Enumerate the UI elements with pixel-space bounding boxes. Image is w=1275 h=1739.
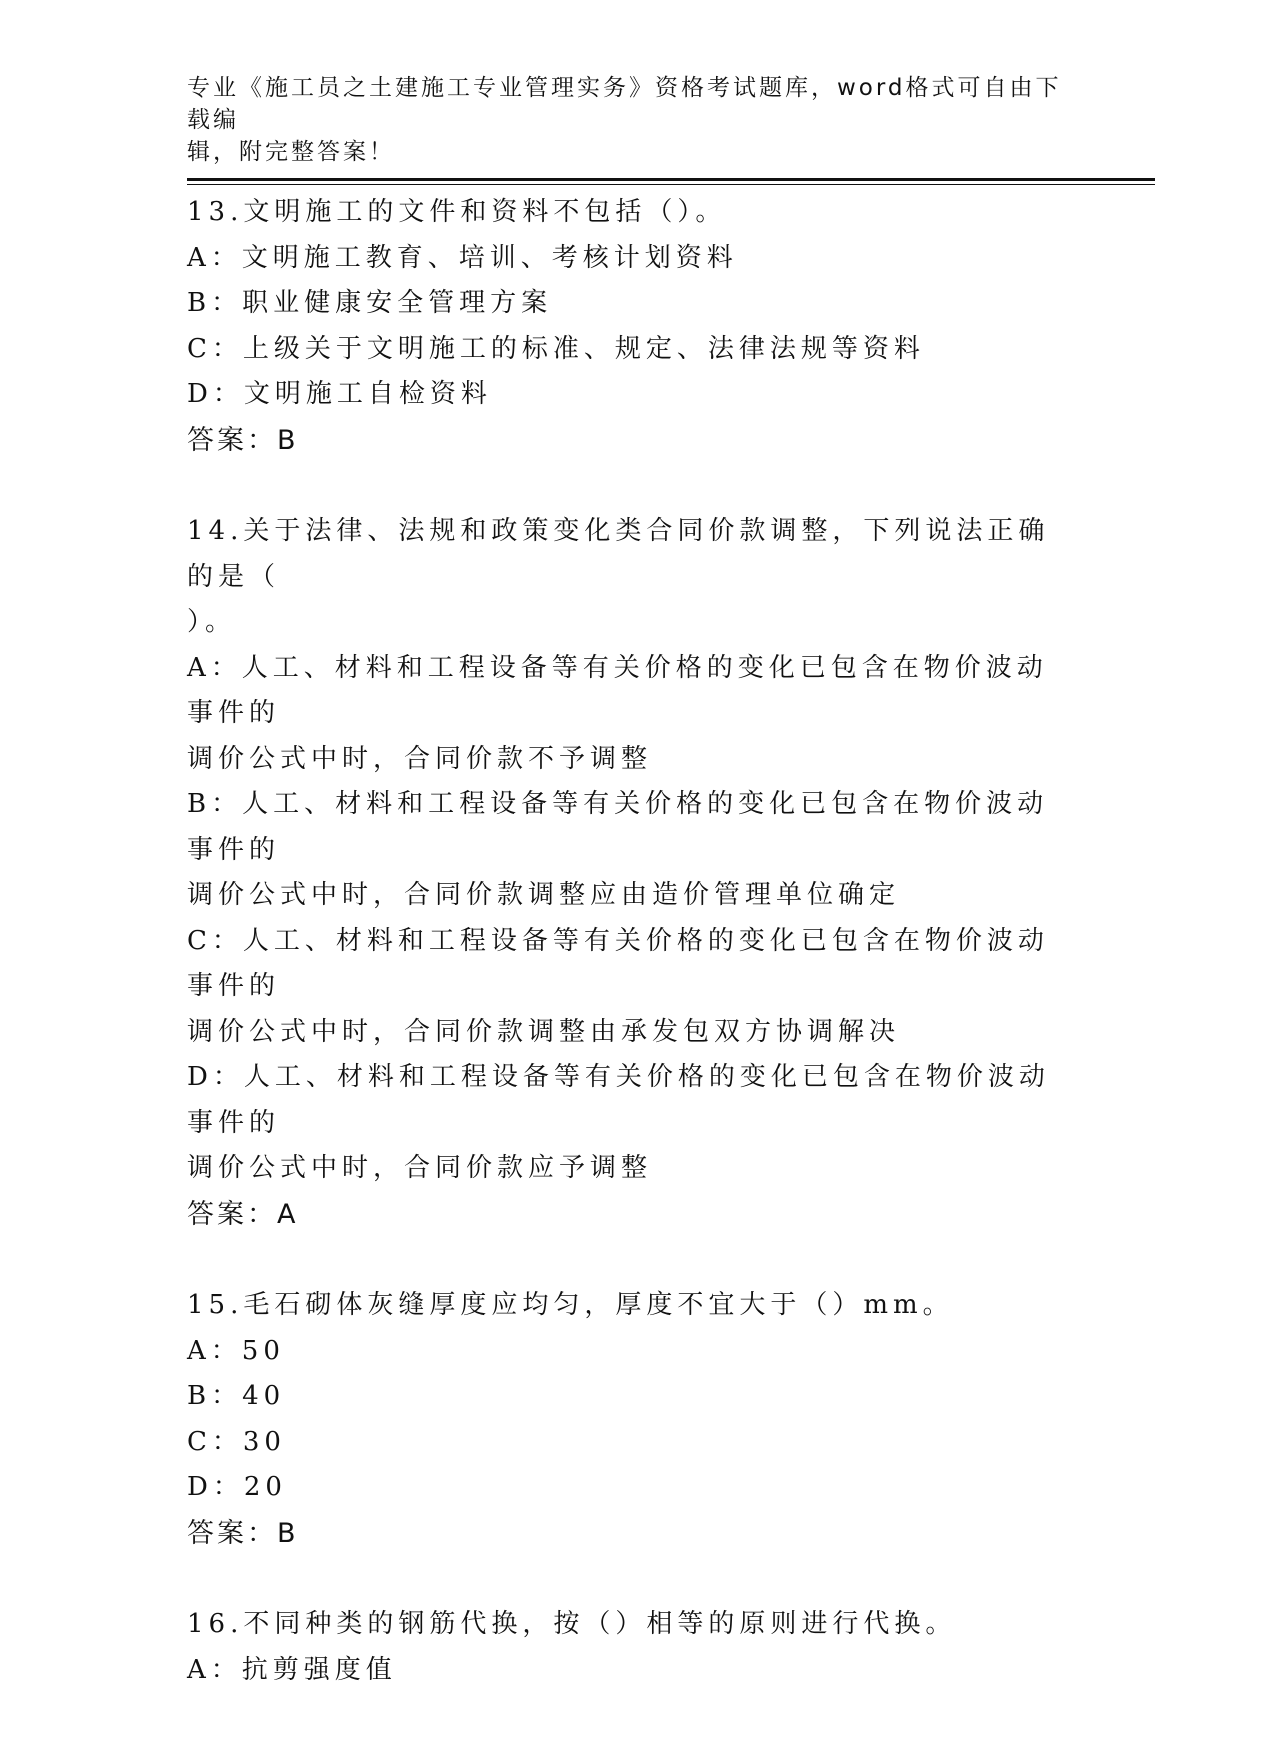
question-15: [187, 1283, 1077, 1556]
option-d-line-2: 调价公式中时，合同价款应予调整: [187, 1153, 653, 1183]
option-a: A：文明施工教育、培训、考核计划资料: [187, 242, 738, 273]
option-d: D：文明施工自检资料: [187, 379, 492, 409]
header-divider-thin: [187, 184, 1155, 185]
header-line-2: 辑，附完整答案！: [187, 139, 395, 165]
option-b-line-1: B：人工、材料和工程设备等有关价格的变化已包含在物价波动事件的: [187, 789, 1049, 865]
option-c-line-2: 调价公式中时，合同价款调整由承发包双方协调解决: [187, 1016, 901, 1047]
option-a: A：抗剪强度值: [187, 1654, 397, 1685]
question-stem: 16.不同种类的钢筋代换，按（）相等的原则进行代换。: [187, 1609, 957, 1639]
option-c-line-1: C：人工、材料和工程设备等有关价格的变化已包含在物价波动事件的: [187, 925, 1049, 1001]
question-list: [187, 190, 1077, 1739]
option-b: B：职业健康安全管理方案: [187, 288, 553, 318]
option-b-line-2: 调价公式中时，合同价款调整应由造价管理单位确定: [187, 880, 901, 910]
option-c: C：30: [187, 1426, 286, 1457]
question-stem: 13.文明施工的文件和资料不包括（）。: [187, 197, 727, 227]
question-stem-line-2: ）。: [187, 607, 237, 637]
header-divider-thick: [187, 178, 1155, 181]
answer-text: 答案：B: [187, 424, 299, 456]
option-d: D：20: [187, 1472, 287, 1502]
answer-text: 答案：B: [187, 1517, 299, 1549]
option-a: A：50: [187, 1335, 285, 1366]
option-d-line-1: D：人工、材料和工程设备等有关价格的变化已包含在物价波动事件的: [187, 1062, 1050, 1138]
option-a-line-1: A：人工、材料和工程设备等有关价格的变化已包含在物价波动事件的: [187, 652, 1048, 728]
option-a-line-2: 调价公式中时，合同价款不予调整: [187, 743, 653, 774]
answer-text: 答案：A: [187, 1198, 299, 1230]
question-stem: 15.毛石砌体灰缝厚度应均匀，厚度不宜大于（）mm。: [187, 1290, 954, 1320]
document-header: [187, 72, 1067, 168]
question-stem-line-1: 14.关于法律、法规和政策变化类合同价款调整，下列说法正确的是（: [187, 516, 1050, 592]
question-16: [187, 1602, 1077, 1693]
option-c: C：上级关于文明施工的标准、规定、法律法规等资料: [187, 333, 925, 364]
option-b: B：40: [187, 1381, 286, 1411]
question-14: [187, 509, 1077, 1237]
header-line-1: 专业《施工员之土建施工专业管理实务》资格考试题库，word格式可自由下载编: [187, 75, 1062, 133]
question-13: [187, 190, 1077, 463]
